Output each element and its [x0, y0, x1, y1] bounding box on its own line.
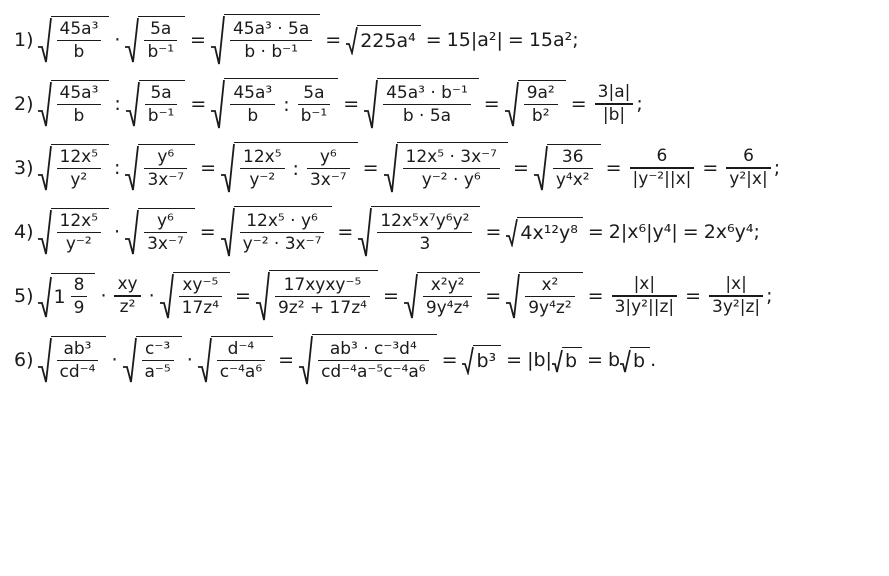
fraction-numerator: d⁻⁴: [227, 338, 255, 359]
fraction: [374, 212, 475, 253]
fraction-denominator: |y⁻²||x|: [632, 169, 692, 190]
equals-sign: =: [485, 221, 502, 243]
item-number: 5): [14, 285, 34, 307]
fraction: [54, 84, 105, 125]
multiplication-operator: ·: [111, 349, 118, 371]
fraction-numerator: 36: [561, 146, 584, 167]
equation-line-4: [14, 206, 879, 258]
radical: [126, 80, 186, 128]
fraction-denominator: a⁻⁵: [144, 361, 171, 382]
fraction-numerator: 6: [656, 146, 668, 167]
fraction: [227, 20, 315, 61]
radical: [38, 336, 107, 384]
fraction-numerator: 6: [743, 146, 754, 167]
fraction-denominator: y⁻²: [249, 169, 276, 190]
fraction-denominator: 9y⁴z²: [528, 297, 572, 318]
division-colon: :: [292, 157, 299, 180]
radical-sign-icon: [221, 142, 235, 194]
fraction-denominator: b · b⁻¹: [244, 41, 298, 62]
item-number: 3): [14, 157, 34, 179]
division-colon: :: [114, 157, 121, 179]
radical-sign-icon: [505, 80, 519, 128]
radical-sign-icon: [384, 142, 398, 194]
fraction-numerator: ab³ · c⁻³d⁴: [329, 338, 417, 359]
radical-sign-icon: [125, 16, 139, 64]
radical: [125, 208, 195, 256]
fraction: [522, 276, 577, 317]
line-terminator: .: [650, 349, 657, 371]
fraction-denominator: c⁻⁴a⁶: [219, 361, 263, 382]
radical-sign-icon: [126, 80, 140, 128]
radical-sign-icon: [299, 334, 313, 386]
equals-sign: =: [337, 221, 354, 243]
fraction: [54, 212, 105, 253]
fraction: [68, 276, 91, 317]
radical-sign-icon: [38, 208, 52, 256]
equation-line-2: [14, 78, 879, 130]
line-terminator: ;: [773, 157, 781, 179]
radical-sign-icon: [38, 80, 52, 128]
division-colon: :: [283, 93, 290, 116]
equals-sign: =: [605, 157, 622, 179]
radical-sign-icon: [125, 208, 139, 256]
radicand: b: [562, 347, 582, 374]
radical: [364, 78, 479, 130]
fraction-numerator: 45a³ · b⁻¹: [386, 82, 468, 103]
fraction-denominator: b: [73, 105, 85, 126]
fraction-numerator: xy: [117, 274, 138, 295]
radical-sign-icon: [364, 78, 378, 130]
equals-sign: =: [235, 285, 251, 307]
radical: [462, 345, 501, 375]
equals-sign: =: [685, 285, 702, 307]
equals-sign: =: [512, 157, 529, 179]
mixed-number: [54, 276, 91, 317]
radical: [534, 144, 601, 192]
equals-sign: =: [485, 285, 502, 307]
radical: [256, 270, 378, 322]
radical: [346, 25, 421, 55]
fraction-numerator: 12x⁵: [59, 210, 99, 231]
mixed-whole-part: 1: [53, 285, 66, 308]
fraction: [141, 148, 190, 189]
fraction-numerator: y⁶: [156, 210, 174, 231]
fraction-numerator: ab³: [63, 338, 92, 359]
fraction-numerator: 8: [73, 274, 85, 295]
fraction: [142, 84, 181, 125]
expression: 15|a²|: [446, 29, 503, 51]
fraction-numerator: 9a²: [526, 82, 555, 103]
fraction-denominator: b: [73, 41, 85, 62]
fraction: [295, 84, 334, 125]
fraction: [54, 148, 105, 189]
equation-line-1: [14, 14, 879, 66]
radical: [221, 142, 358, 194]
fraction-denominator: cd⁻⁴: [59, 361, 96, 382]
fraction-numerator: 45a³ · 5a: [232, 18, 310, 39]
division-colon: :: [114, 93, 121, 115]
equals-sign: =: [587, 285, 604, 307]
item-number: 4): [14, 221, 34, 243]
fraction-numerator: y⁶: [319, 146, 337, 167]
fraction-numerator: 45a³: [59, 82, 99, 103]
fraction-denominator: 3x⁻⁷: [147, 233, 184, 254]
fraction-denominator: cd⁻⁴a⁻⁵c⁻⁴a⁶: [321, 361, 426, 382]
radicand: 4x¹²y⁸: [517, 217, 582, 247]
fraction-denominator: 17z⁴: [181, 297, 220, 318]
radical: [358, 206, 480, 258]
fraction-denominator: 9y⁴z⁴: [425, 297, 470, 318]
radical-sign-icon: [125, 144, 139, 192]
radical: [384, 142, 508, 194]
radical-sign-icon: [198, 336, 212, 384]
fraction-numerator: c⁻³: [145, 338, 171, 359]
fraction-denominator: b⁻¹: [147, 41, 175, 62]
radical-sign-icon: [506, 272, 520, 320]
fraction-denominator: b⁻¹: [300, 105, 328, 126]
fraction-denominator: 9z² + 17z⁴: [277, 297, 367, 318]
fraction: [315, 340, 432, 381]
radical: [38, 16, 110, 64]
fraction: [723, 147, 773, 188]
fraction: [227, 84, 278, 125]
fraction-numerator: 5a: [150, 18, 172, 39]
fraction-denominator: b²: [531, 105, 550, 126]
line-terminator: ;: [636, 93, 643, 115]
multiplication-operator: ·: [186, 349, 193, 371]
absolute-value-expression: |b|: [527, 349, 552, 371]
radical: [221, 206, 333, 258]
radical: [125, 16, 185, 64]
radical: [211, 14, 320, 66]
fraction-numerator: 5a: [150, 82, 172, 103]
equals-sign: =: [425, 29, 442, 51]
fraction-numerator: x²: [541, 274, 559, 295]
fraction-numerator: 3|a|: [597, 82, 631, 103]
result: 15a²;: [528, 29, 579, 51]
multiplication-operator: ·: [148, 285, 155, 307]
radical: [38, 273, 96, 319]
equation-line-6: [14, 334, 879, 386]
fraction: [139, 340, 177, 381]
equals-sign: =: [682, 221, 699, 243]
fraction: [706, 275, 766, 316]
radical-sign-icon: [38, 144, 52, 192]
equals-sign: =: [200, 157, 217, 179]
equals-sign: =: [702, 157, 719, 179]
fraction: [592, 83, 637, 124]
fraction-denominator: b · 5a: [402, 105, 452, 126]
radical-sign-icon: [404, 272, 418, 320]
fraction: [304, 148, 353, 189]
equals-sign: =: [506, 349, 523, 371]
radical: [198, 336, 273, 384]
fraction-denominator: y²|x|: [729, 169, 768, 190]
radicand: b: [630, 347, 650, 374]
line-terminator: ;: [766, 285, 773, 307]
item-number: 1): [14, 29, 34, 51]
radical: [38, 80, 110, 128]
radical-sign-icon: [211, 78, 225, 130]
radical: [620, 347, 650, 374]
radical: [506, 272, 582, 320]
radical-sign-icon: [38, 275, 52, 319]
fraction-denominator: 3|y²||z|: [614, 297, 675, 318]
radical: [211, 78, 338, 130]
equation-line-5: [14, 270, 879, 322]
fraction: [400, 148, 503, 189]
fraction-denominator: y⁻²: [65, 233, 92, 254]
radical: [505, 80, 566, 128]
equation-line-3: [14, 142, 879, 194]
equals-sign: =: [382, 285, 399, 307]
radical: [123, 336, 182, 384]
multiplication-operator: ·: [100, 285, 107, 307]
radical: [160, 272, 230, 320]
fraction-numerator: xy⁻⁵: [182, 274, 219, 295]
fraction: [237, 148, 288, 189]
radical-sign-icon: [38, 336, 52, 384]
fraction: [237, 212, 328, 253]
radical-sign-icon: [211, 14, 225, 66]
equals-sign: =: [483, 93, 500, 115]
fraction: [609, 275, 681, 316]
fraction-denominator: 3x⁻⁷: [147, 169, 185, 190]
radical: [299, 334, 437, 386]
fraction: [54, 20, 105, 61]
equals-sign: =: [278, 349, 295, 371]
radical-sign-icon: [534, 144, 548, 192]
fraction-numerator: |x|: [633, 274, 656, 295]
fraction-denominator: b: [247, 105, 259, 126]
equals-sign: =: [570, 93, 587, 115]
radicand: 225a⁴: [357, 25, 421, 55]
equals-sign: =: [587, 221, 604, 243]
fraction: [380, 84, 474, 125]
equals-sign: =: [325, 29, 342, 51]
fraction-denominator: z²: [119, 297, 136, 318]
fraction-numerator: 12x⁵x⁷y⁶y²: [380, 210, 470, 231]
radical-sign-icon: [221, 206, 235, 258]
radical-sign-icon: [160, 272, 174, 320]
fraction-denominator: y⁻² · 3x⁻⁷: [242, 233, 322, 254]
fraction-numerator: 12x⁵: [243, 146, 282, 167]
fraction-numerator: 12x⁵ · y⁶: [246, 210, 318, 231]
equals-sign: =: [190, 29, 206, 51]
equals-sign: =: [199, 221, 216, 243]
fraction-numerator: 12x⁵ · 3x⁻⁷: [405, 146, 497, 167]
radical: [552, 347, 582, 374]
multiplication-operator: ·: [114, 221, 121, 243]
fraction-numerator: 45a³: [59, 18, 99, 39]
fraction-denominator: b⁻¹: [147, 105, 175, 126]
fraction-numerator: 12x⁵: [59, 146, 99, 167]
fraction-numerator: y⁶: [157, 146, 175, 167]
equals-sign: =: [507, 29, 524, 51]
radical: [38, 144, 110, 192]
fraction-denominator: |b|: [602, 105, 626, 126]
result-coefficient: b: [607, 349, 621, 371]
fraction: [141, 212, 190, 253]
equals-sign: =: [190, 93, 207, 115]
fraction: [420, 276, 475, 317]
fraction: [272, 276, 373, 317]
equals-sign: =: [441, 349, 458, 371]
fraction: [521, 84, 561, 125]
result: 2x⁶y⁴;: [703, 221, 760, 243]
fraction-numerator: |x|: [725, 274, 747, 295]
radical: [125, 144, 195, 192]
radical-sign-icon: [123, 336, 137, 384]
multiplication-operator: ·: [114, 29, 121, 51]
fraction-numerator: 5a: [303, 82, 325, 103]
fraction-numerator: x²y²: [430, 274, 465, 295]
radical-sign-icon: [38, 16, 52, 64]
fraction-denominator: 3y²|z|: [712, 297, 761, 318]
fraction-denominator: y⁻² · y⁶: [421, 169, 481, 190]
radical: [404, 272, 480, 320]
equals-sign: =: [343, 93, 360, 115]
fraction: [141, 20, 180, 61]
fraction: [176, 276, 225, 317]
radicand: b³: [473, 345, 501, 375]
radical: [506, 217, 582, 247]
item-number: 6): [14, 349, 34, 371]
radical-sign-icon: [358, 206, 372, 258]
item-number: 2): [14, 93, 34, 115]
fraction-numerator: 17xyxy⁻⁵: [283, 274, 362, 295]
fraction: [550, 148, 596, 189]
fraction-denominator: y⁴x²: [555, 169, 590, 190]
fraction: [54, 340, 102, 381]
fraction-denominator: y²: [70, 169, 88, 190]
fraction: [214, 340, 268, 381]
fraction: [111, 275, 143, 316]
fraction-numerator: 45a³: [233, 82, 273, 103]
fraction-denominator: 9: [73, 297, 85, 318]
equals-sign: =: [362, 157, 379, 179]
radical-sign-icon: [256, 270, 270, 322]
equals-sign: =: [587, 349, 603, 371]
expression: 2|x⁶|y⁴|: [608, 221, 678, 243]
fraction-denominator: 3x⁻⁷: [309, 169, 347, 190]
fraction: [627, 147, 698, 188]
fraction-denominator: 3: [419, 233, 431, 254]
radical: [38, 208, 110, 256]
